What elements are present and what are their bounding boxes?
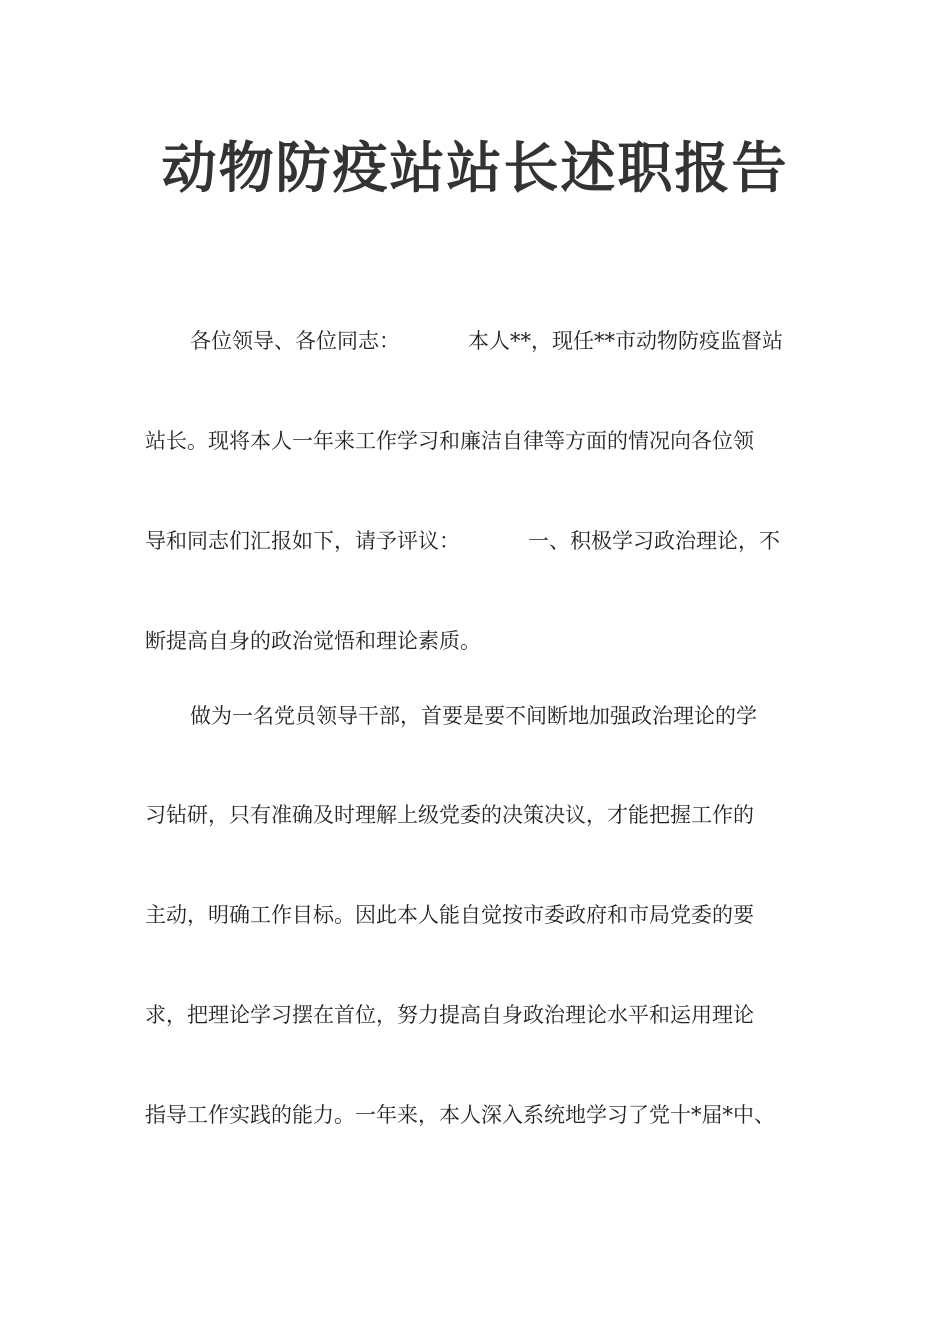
line-text: 本人**，现任**市动物防疫监督站 xyxy=(468,329,783,353)
paragraph-line: 做为一名党员领导干部，首要是要不间断地加强政治理论的学 xyxy=(190,704,757,728)
salutation-text: 各位领导、各位同志： xyxy=(190,329,400,353)
document-title: 动物防疫站站长述职报告 xyxy=(161,135,789,200)
paragraph-line xyxy=(145,526,810,556)
section-heading-text: 一、积极学习政治理论，不 xyxy=(528,529,780,553)
paragraph-line: 求，把理论学习摆在首位，努力提高自身政治理论水平和运用理论 xyxy=(145,1003,754,1027)
paragraph-line: 站长。现将本人一年来工作学习和廉洁自律等方面的情况向各位领 xyxy=(145,429,754,453)
paragraph-line: 习钻研，只有准确及时理解上级党委的决策决议，才能把握工作的 xyxy=(145,803,754,827)
line-text: 导和同志们汇报如下，请予评议： xyxy=(145,529,460,553)
paragraph-line: 断提高自身的政治觉悟和理论素质。 xyxy=(145,629,481,653)
paragraph-line: 指导工作实践的能力。一年来，本人深入系统地学习了党十*届*中、 xyxy=(145,1103,775,1127)
paragraph-line: 主动，明确工作目标。因此本人能自觉按市委政府和市局党委的要 xyxy=(145,903,754,927)
paragraph-line xyxy=(145,326,855,356)
